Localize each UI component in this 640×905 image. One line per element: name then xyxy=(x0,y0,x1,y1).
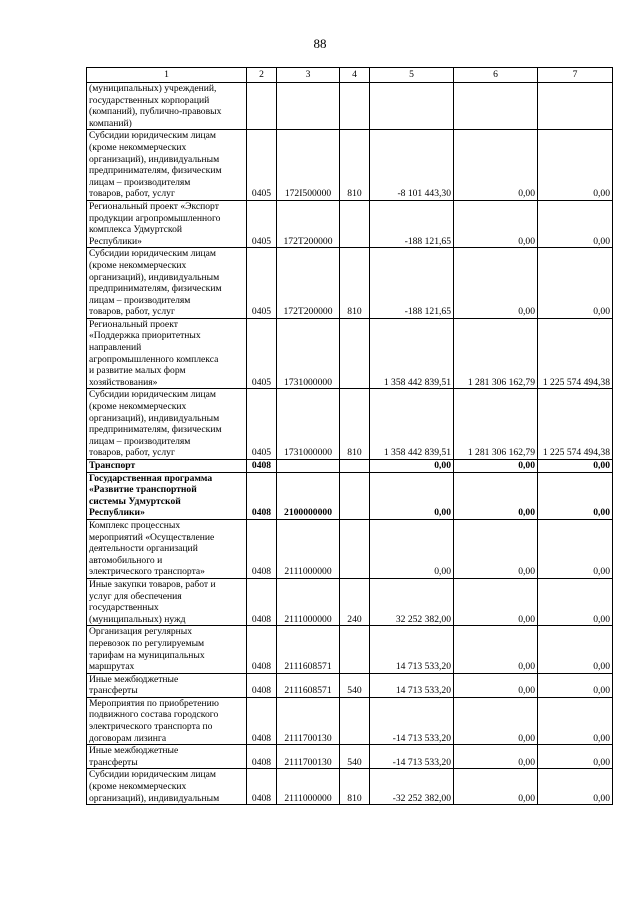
row-name-cell xyxy=(87,745,247,769)
amount-col5-cell: -14 713 533,20 xyxy=(370,745,454,769)
row-name-cell xyxy=(87,389,247,460)
column-number: 4 xyxy=(340,68,370,83)
row-name-line: товаров, работ, услуг xyxy=(89,447,175,459)
section-code-cell xyxy=(247,83,277,130)
table-row xyxy=(87,697,613,744)
column-number: 6 xyxy=(454,68,538,83)
amount-col6-cell: 0,00 xyxy=(454,130,538,201)
row-name-line: Мероприятия по приобретению xyxy=(89,697,219,709)
section-code-cell: 0408 xyxy=(247,472,277,519)
amount-col7-cell: 0,00 xyxy=(538,697,613,744)
page-number: 88 xyxy=(313,36,327,51)
row-name-cell xyxy=(87,578,247,625)
amount-col6-cell: 0,00 xyxy=(454,769,538,805)
amount-col5-cell: 0,00 xyxy=(370,472,454,519)
row-name-line: Субсидии юридическим лицам xyxy=(89,389,216,401)
amount-col7-cell: 0,00 xyxy=(538,578,613,625)
amount-col7-cell: 1 225 574 494,38 xyxy=(538,389,613,460)
row-name-line: электрического транспорта по xyxy=(89,721,213,733)
section-code-cell: 0408 xyxy=(247,673,277,697)
amount-col6-cell: 0,00 xyxy=(454,673,538,697)
amount-col7-cell xyxy=(538,83,613,130)
row-name-line: Комплекс процессных xyxy=(89,519,181,531)
column-number-row xyxy=(87,68,613,83)
row-name-line: агропромышленного комплекса xyxy=(89,353,219,365)
row-name-line: Субсидии юридическим лицам xyxy=(89,248,216,260)
section-code-cell: 0408 xyxy=(247,697,277,744)
row-name-line: Республики» xyxy=(89,235,142,247)
expense-type-cell: 240 xyxy=(340,578,370,625)
row-name-line: системы Удмуртской xyxy=(89,495,181,507)
row-name-line: Региональный проект «Экспорт xyxy=(89,200,219,212)
row-name-line: подвижного состава городского xyxy=(89,709,219,721)
amount-col7-cell: 0,00 xyxy=(538,200,613,247)
row-name-line: Иные межбюджетные xyxy=(89,745,179,757)
expense-type-cell: 810 xyxy=(340,769,370,805)
expense-type-cell: 810 xyxy=(340,248,370,319)
column-number: 5 xyxy=(370,68,454,83)
row-name-line: товаров, работ, услуг xyxy=(89,188,175,200)
target-article-cell: 172T200000 xyxy=(277,248,340,319)
expense-type-cell: 810 xyxy=(340,389,370,460)
row-name-line: государственных корпораций xyxy=(89,94,210,106)
row-name-line: (кроме некоммерческих xyxy=(89,141,187,153)
target-article-cell: 2111000000 xyxy=(277,578,340,625)
row-name-line: Региональный проект xyxy=(89,318,178,330)
target-article-cell: 2111608571 xyxy=(277,626,340,673)
amount-col6-cell: 0,00 xyxy=(454,745,538,769)
amount-col6-cell: 0,00 xyxy=(454,460,538,473)
section-code-cell: 0408 xyxy=(247,519,277,578)
section-code-cell: 0405 xyxy=(247,200,277,247)
target-article-cell: 172I500000 xyxy=(277,130,340,201)
amount-col7-cell: 0,00 xyxy=(538,460,613,473)
row-name-line: хозяйствования» xyxy=(89,376,158,388)
row-name-cell xyxy=(87,460,247,473)
row-name-line: лицам – производителям xyxy=(89,294,191,306)
section-code-cell: 0405 xyxy=(247,248,277,319)
expense-type-cell xyxy=(340,83,370,130)
section-code-cell: 0408 xyxy=(247,578,277,625)
amount-col7-cell: 0,00 xyxy=(538,745,613,769)
target-article-cell: 2111000000 xyxy=(277,519,340,578)
row-name-cell xyxy=(87,673,247,697)
amount-col5-cell: 0,00 xyxy=(370,460,454,473)
column-number: 2 xyxy=(247,68,277,83)
row-name-line: маршрутах xyxy=(89,661,135,673)
row-name-line: организаций), индивидуальным xyxy=(89,792,220,804)
row-name-line: Субсидии юридическим лицам xyxy=(89,769,216,781)
row-name-line: организаций), индивидуальным xyxy=(89,412,220,424)
amount-col6-cell: 0,00 xyxy=(454,578,538,625)
amount-col7-cell: 0,00 xyxy=(538,626,613,673)
row-name-line: организаций), индивидуальным xyxy=(89,271,220,283)
amount-col6-cell: 0,00 xyxy=(454,472,538,519)
expense-type-cell xyxy=(340,697,370,744)
row-name-line: лицам – производителям xyxy=(89,176,191,188)
amount-col6-cell xyxy=(454,83,538,130)
amount-col6-cell: 0,00 xyxy=(454,519,538,578)
row-name-line: «Поддержка приоритетных xyxy=(89,330,201,342)
table-row xyxy=(87,673,613,697)
amount-col6-cell: 0,00 xyxy=(454,200,538,247)
section-code-cell: 0405 xyxy=(247,389,277,460)
section-code-cell: 0408 xyxy=(247,460,277,473)
row-name-cell xyxy=(87,200,247,247)
table-row xyxy=(87,769,613,805)
row-name-cell xyxy=(87,83,247,130)
row-name-line: трансферты xyxy=(89,685,138,697)
row-name-cell xyxy=(87,248,247,319)
row-name-line: Субсидии юридическим лицам xyxy=(89,130,216,142)
row-name-line: (муниципальных) нужд xyxy=(89,613,186,625)
expense-type-cell: 540 xyxy=(340,745,370,769)
table-row xyxy=(87,519,613,578)
expense-type-cell xyxy=(340,519,370,578)
row-name-line: Государственная программа xyxy=(89,472,213,484)
amount-col5-cell: 0,00 xyxy=(370,519,454,578)
row-name-line: продукции агропромышленного xyxy=(89,212,221,224)
amount-col6-cell: 1 281 306 162,79 xyxy=(454,318,538,389)
row-name-line: организаций), индивидуальным xyxy=(89,153,220,165)
row-name-cell xyxy=(87,472,247,519)
amount-col7-cell: 0,00 xyxy=(538,472,613,519)
table-row xyxy=(87,460,613,473)
row-name-cell xyxy=(87,697,247,744)
row-name-line: автомобильного и xyxy=(89,554,163,566)
expense-type-cell xyxy=(340,460,370,473)
row-name-line: направлений xyxy=(89,342,142,354)
column-number: 7 xyxy=(538,68,613,83)
table-row xyxy=(87,130,613,201)
row-name-line: деятельности организаций xyxy=(89,543,198,555)
row-name-line: комплекса Удмуртской xyxy=(89,224,183,236)
row-name-line: предпринимателям, физическим xyxy=(89,283,222,295)
row-name-line: предпринимателям, физическим xyxy=(89,424,222,436)
amount-col5-cell: 32 252 382,00 xyxy=(370,578,454,625)
amount-col5-cell: -32 252 382,00 xyxy=(370,769,454,805)
amount-col6-cell: 0,00 xyxy=(454,697,538,744)
table-row xyxy=(87,200,613,247)
target-article-cell: 2111608571 xyxy=(277,673,340,697)
row-name-cell xyxy=(87,626,247,673)
column-number: 1 xyxy=(87,68,247,83)
row-name-line: тарифам на муниципальных xyxy=(89,649,205,661)
row-name-line: электрического транспорта» xyxy=(89,566,205,578)
amount-col7-cell: 1 225 574 494,38 xyxy=(538,318,613,389)
amount-col5-cell: -8 101 443,30 xyxy=(370,130,454,201)
row-name-cell xyxy=(87,318,247,389)
amount-col7-cell: 0,00 xyxy=(538,519,613,578)
amount-col7-cell: 0,00 xyxy=(538,130,613,201)
amount-col5-cell: -14 713 533,20 xyxy=(370,697,454,744)
table-row xyxy=(87,389,613,460)
row-name-cell xyxy=(87,769,247,805)
row-name-line: трансферты xyxy=(89,756,138,768)
section-code-cell: 0408 xyxy=(247,745,277,769)
table-row xyxy=(87,626,613,673)
amount-col5-cell: 14 713 533,20 xyxy=(370,626,454,673)
expense-type-cell xyxy=(340,472,370,519)
target-article-cell: 2100000000 xyxy=(277,472,340,519)
amount-col5-cell xyxy=(370,83,454,130)
table-row xyxy=(87,248,613,319)
section-code-cell: 0405 xyxy=(247,318,277,389)
amount-col6-cell: 1 281 306 162,79 xyxy=(454,389,538,460)
row-name-line: компаний) xyxy=(89,117,132,129)
expense-type-cell xyxy=(340,626,370,673)
table-row xyxy=(87,578,613,625)
row-name-line: договорам лизинга xyxy=(89,732,167,744)
target-article-cell: 1731000000 xyxy=(277,318,340,389)
target-article-cell: 172T200000 xyxy=(277,200,340,247)
row-name-line: «Развитие транспортной xyxy=(89,484,197,496)
expense-type-cell: 540 xyxy=(340,673,370,697)
row-name-line: Республики» xyxy=(89,507,145,519)
table-row xyxy=(87,83,613,130)
row-name-line: Организация регулярных xyxy=(89,626,193,638)
row-name-line: товаров, работ, услуг xyxy=(89,306,175,318)
amount-col5-cell: -188 121,65 xyxy=(370,248,454,319)
row-name-line: предпринимателям, физическим xyxy=(89,165,222,177)
column-number: 3 xyxy=(277,68,340,83)
row-name-line: (компаний), публично-правовых xyxy=(89,106,222,118)
target-article-cell: 2111700130 xyxy=(277,745,340,769)
table-row xyxy=(87,318,613,389)
amount-col7-cell: 0,00 xyxy=(538,769,613,805)
section-code-cell: 0408 xyxy=(247,769,277,805)
row-name-line: (кроме некоммерческих xyxy=(89,401,187,413)
target-article-cell: 2111700130 xyxy=(277,697,340,744)
row-name-line: (муниципальных) учреждений, xyxy=(89,83,217,94)
amount-col5-cell: 1 358 442 839,51 xyxy=(370,389,454,460)
row-name-line: Иные закупки товаров, работ и xyxy=(89,578,216,590)
row-name-line: перевозок по регулируемым xyxy=(89,637,205,649)
row-name-line: (кроме некоммерческих xyxy=(89,259,187,271)
expense-type-cell xyxy=(340,318,370,389)
table-row xyxy=(87,745,613,769)
target-article-cell: 1731000000 xyxy=(277,389,340,460)
row-name-line: Иные межбюджетные xyxy=(89,673,179,685)
row-name-line: услуг для обеспечения xyxy=(89,590,182,602)
row-name-cell xyxy=(87,130,247,201)
section-code-cell: 0408 xyxy=(247,626,277,673)
amount-col5-cell: 1 358 442 839,51 xyxy=(370,318,454,389)
target-article-cell xyxy=(277,460,340,473)
budget-table xyxy=(86,67,613,805)
amount-col5-cell: 14 713 533,20 xyxy=(370,673,454,697)
row-name-line: государственных xyxy=(89,602,159,614)
amount-col5-cell: -188 121,65 xyxy=(370,200,454,247)
row-name-line: мероприятий «Осуществление xyxy=(89,531,215,543)
target-article-cell xyxy=(277,83,340,130)
row-name-line: и развитие малых форм xyxy=(89,365,186,377)
row-name-line: лицам – производителям xyxy=(89,435,191,447)
amount-col7-cell: 0,00 xyxy=(538,673,613,697)
row-name-line: Транспорт xyxy=(89,460,136,471)
expense-type-cell xyxy=(340,200,370,247)
amount-col7-cell: 0,00 xyxy=(538,248,613,319)
amount-col6-cell: 0,00 xyxy=(454,248,538,319)
amount-col6-cell: 0,00 xyxy=(454,626,538,673)
section-code-cell: 0405 xyxy=(247,130,277,201)
target-article-cell: 2111000000 xyxy=(277,769,340,805)
expense-type-cell: 810 xyxy=(340,130,370,201)
row-name-cell xyxy=(87,519,247,578)
row-name-line: (кроме некоммерческих xyxy=(89,781,187,793)
table-row xyxy=(87,472,613,519)
